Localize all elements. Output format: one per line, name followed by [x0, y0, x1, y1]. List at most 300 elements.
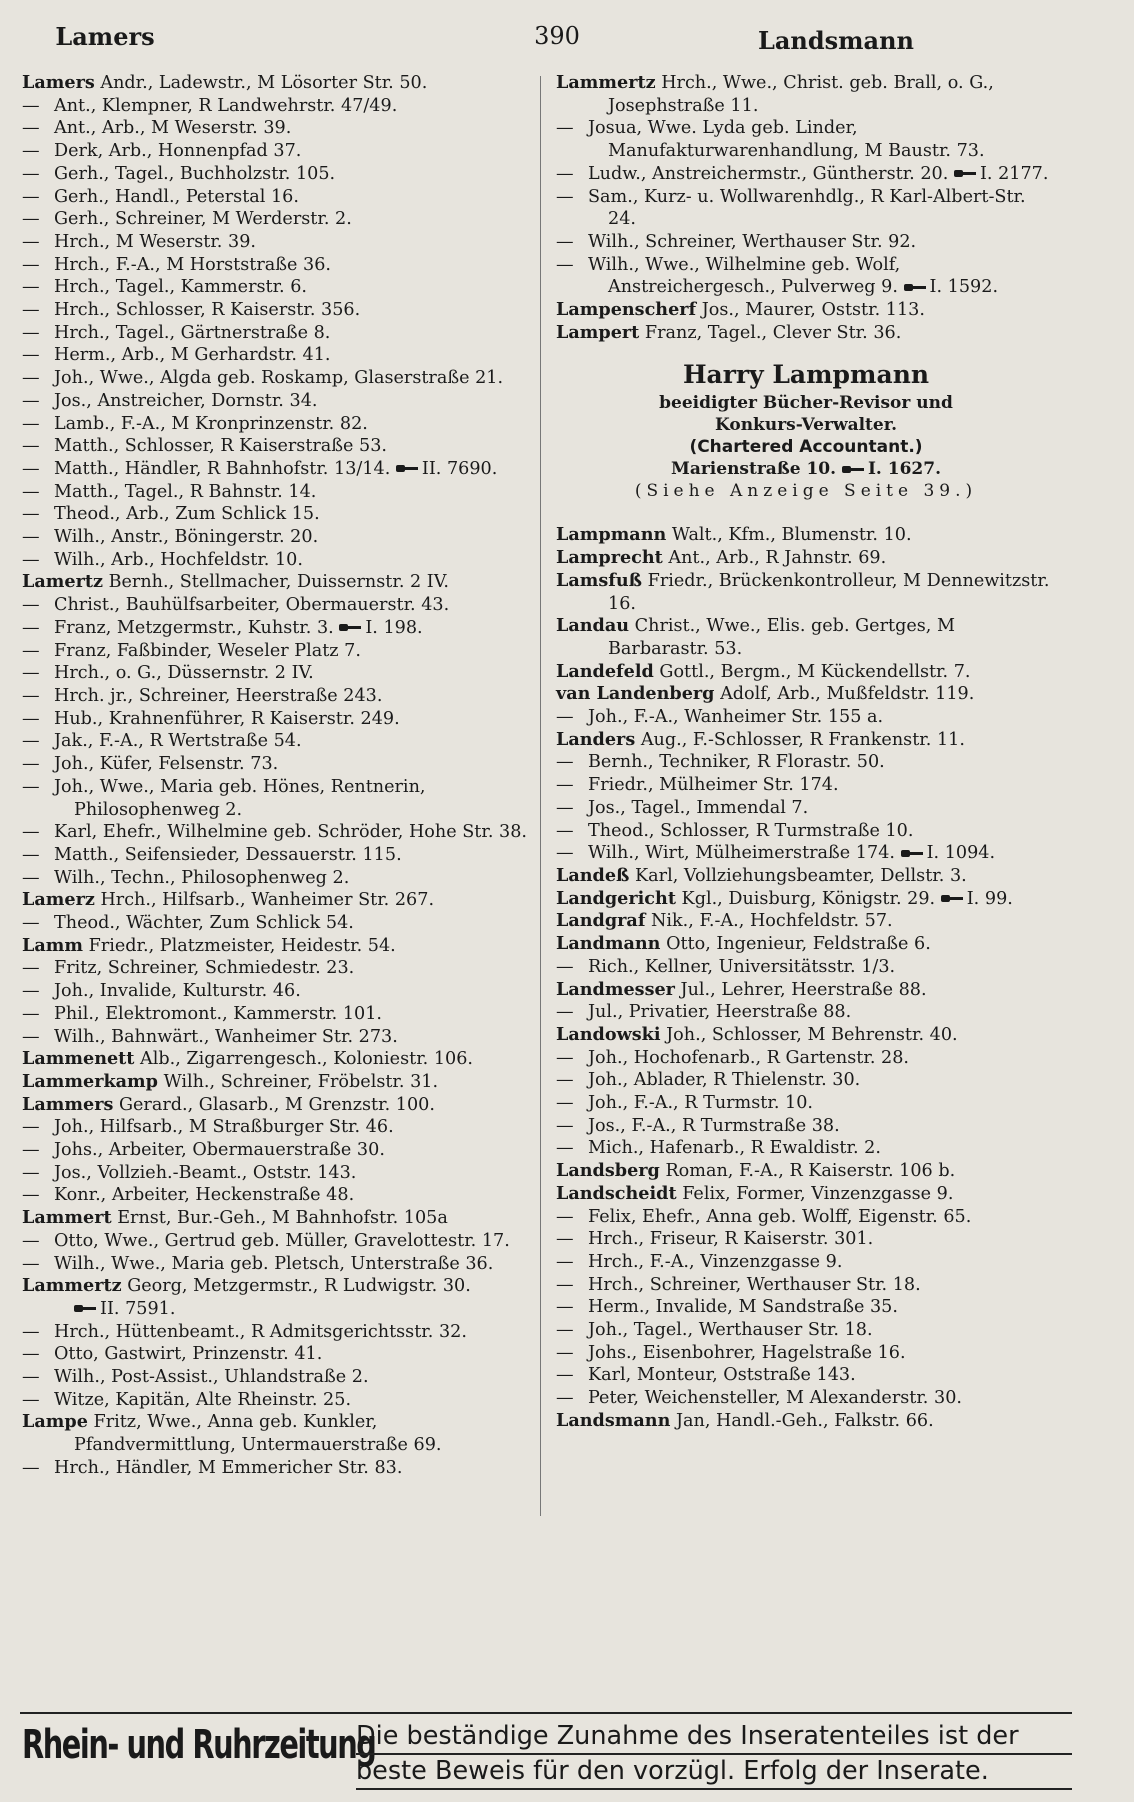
entry-details: Bernh., Techniker, R Florastr. 50.	[588, 752, 885, 773]
entry-details: Wilh., Wwe., Wilhelmine geb. Wolf, Anstreichergesch., Pulverweg 9.	[588, 254, 901, 298]
entry-details: Matth., Händler, R Bahnhofstr. 13/14.	[54, 458, 391, 479]
ditto-dash: —	[22, 731, 40, 752]
entry-details: Andr., Ladewstr., M Lösorter Str. 50.	[100, 73, 428, 93]
entry-surname: Lampert	[556, 321, 640, 343]
directory-entry	[556, 1319, 1056, 1342]
directory-entry	[556, 729, 1056, 752]
entry-details: Joh., Invalide, Kulturstr. 46.	[54, 981, 301, 1002]
ditto-dash: —	[22, 776, 40, 797]
entry-details: Wilh., Anstr., Böningerstr. 20.	[54, 527, 319, 548]
ditto-dash: —	[22, 141, 40, 162]
entry-details: Hub., Krahnenführer, R Kaiserstr. 249.	[54, 708, 400, 729]
directory-entry	[556, 1251, 1056, 1274]
entry-details: Konr., Arbeiter, Heckenstraße 48.	[54, 1185, 355, 1206]
ditto-dash: —	[556, 1070, 574, 1091]
entry-surname: Landgraf	[556, 910, 646, 932]
ditto-dash: —	[556, 163, 574, 184]
page-number: 390	[534, 22, 580, 50]
directory-entry	[556, 1296, 1056, 1319]
entry-surname: Lamerz	[22, 889, 95, 911]
directory-entry	[556, 547, 1056, 570]
directory-entry	[22, 1116, 532, 1139]
directory-entry	[22, 503, 532, 526]
ditto-dash: —	[556, 843, 574, 864]
directory-entry	[556, 1206, 1056, 1229]
directory-entry	[556, 1160, 1056, 1183]
entry-surname: Lammers	[22, 1093, 114, 1115]
ditto-dash: —	[22, 549, 40, 570]
directory-entry	[556, 1001, 1056, 1024]
directory-entry	[22, 662, 532, 685]
directory-entry	[556, 117, 1056, 162]
advert-line3: (Chartered Accountant.)	[689, 437, 923, 458]
ditto-dash: —	[556, 1251, 574, 1272]
entry-surname: Lamertz	[22, 571, 103, 593]
ditto-dash: —	[22, 1457, 40, 1478]
directory-entry	[556, 299, 1056, 322]
entry-details: Joh., Hochofenarb., R Gartenstr. 28.	[588, 1047, 910, 1068]
directory-entry	[22, 617, 532, 640]
entry-details: Wilh., Techn., Philosophenweg 2.	[54, 867, 350, 888]
entry-details: Phil., Elektromont., Kammerstr. 101.	[54, 1003, 383, 1024]
entry-details: Peter, Weichensteller, M Alexanderstr. 30.	[588, 1388, 962, 1409]
header-left-word: Lamers	[55, 22, 155, 51]
page-header	[20, 22, 1114, 62]
entry-details: Gerard., Glasarb., M Grenzstr. 100.	[118, 1094, 435, 1115]
entry-details: Alb., Zigarrengesch., Koloniestr. 106.	[140, 1049, 474, 1070]
entry-phone	[396, 459, 497, 479]
directory-entry	[22, 1230, 532, 1253]
telephone-icon	[74, 1304, 96, 1313]
entry-details: Georg, Metzgermstr., R Ludwigstr. 30.	[127, 1276, 471, 1297]
entry-details: Matth., Schlosser, R Kaiserstraße 53.	[54, 436, 388, 457]
entry-details: Hrch., M Weserstr. 39.	[54, 231, 256, 252]
entry-details: Joh., Wwe., Maria geb. Hönes, Rentnerin, Philosophenweg 2.	[54, 776, 426, 820]
ditto-dash: —	[22, 481, 40, 502]
entry-details: Walt., Kfm., Blumenstr. 10.	[671, 525, 912, 546]
entry-details: Joh., Tagel., Werthauser Str. 18.	[588, 1320, 873, 1341]
telephone-icon	[941, 894, 963, 903]
entry-details: Christ., Wwe., Elis. geb. Gertges, M Barbarastr. 53.	[608, 616, 955, 659]
directory-entry	[556, 1047, 1056, 1070]
ditto-dash: —	[22, 345, 40, 366]
entry-details: Aug., F.-Schlosser, R Frankenstr. 11.	[640, 729, 965, 750]
ditto-dash: —	[556, 1093, 574, 1114]
ditto-dash: —	[556, 186, 574, 207]
directory-entry	[22, 413, 532, 436]
directory-entry	[22, 1184, 532, 1207]
entry-details: Felix, Ehefr., Anna geb. Wolff, Eigenstr. 65.	[588, 1206, 972, 1227]
entry-details: Karl, Monteur, Oststraße 143.	[588, 1365, 856, 1386]
directory-entry	[22, 254, 532, 277]
directory-entry	[556, 910, 1056, 933]
ditto-dash: —	[22, 163, 40, 184]
directory-entry	[22, 322, 532, 345]
ditto-dash: —	[22, 322, 40, 343]
entry-details: Theod., Schlosser, R Turmstraße 10.	[588, 820, 914, 841]
entry-details: Adolf, Arb., Mußfeldstr. 119.	[720, 684, 975, 705]
entry-details: Wilh., Schreiner, Fröbelstr. 31.	[163, 1071, 439, 1092]
ditto-dash: —	[22, 368, 40, 389]
directory-entry	[22, 685, 532, 708]
entry-surname: Landmann	[556, 933, 661, 955]
ditto-dash: —	[22, 1003, 40, 1024]
entry-details: Theod., Arb., Zum Schlick 15.	[54, 504, 320, 525]
entry-details: Karl, Ehefr., Wilhelmine geb. Schröder, Hohe Str. 38.	[54, 822, 527, 843]
entry-surname: Landowski	[556, 1023, 661, 1045]
directory-entry	[556, 615, 1056, 660]
phone-number: II. 7591.	[100, 1298, 176, 1319]
ditto-dash: —	[22, 390, 40, 411]
directory-entry	[22, 1094, 532, 1117]
entry-details: Kgl., Duisburg, Königstr. 29.	[681, 888, 936, 909]
entry-details: Mich., Hafenarb., R Ewaldistr. 2.	[588, 1138, 881, 1159]
directory-entry	[22, 1389, 532, 1412]
ditto-dash: —	[22, 685, 40, 706]
directory-entry	[556, 1410, 1056, 1433]
directory-entry	[556, 706, 1056, 729]
directory-entry	[22, 708, 532, 731]
ditto-dash: —	[556, 752, 574, 773]
ditto-dash: —	[22, 1253, 40, 1274]
ditto-dash: —	[556, 707, 574, 728]
ditto-dash: —	[22, 1140, 40, 1161]
entry-details: Derk, Arb., Honnenpfad 37.	[54, 141, 302, 162]
directory-entry	[556, 186, 1056, 231]
directory-entry	[22, 1321, 532, 1344]
ditto-dash: —	[556, 1297, 574, 1318]
directory-entry	[22, 140, 532, 163]
right-column-bottom-entries	[556, 524, 1056, 1432]
entry-surname: Lammertz	[556, 72, 656, 93]
entry-surname: Landgericht	[556, 887, 676, 909]
directory-entry	[22, 95, 532, 118]
phone-number: II. 7690.	[421, 458, 498, 479]
left-column	[22, 72, 532, 1480]
entry-surname: Landmesser	[556, 978, 675, 1000]
entry-details: Otto, Gastwirt, Prinzenstr. 41.	[54, 1344, 323, 1365]
ditto-dash: —	[556, 956, 574, 977]
directory-entry	[556, 820, 1056, 843]
footer-advert	[20, 1712, 1114, 1792]
entry-details: Hrch., Tagel., Kammerstr. 6.	[54, 277, 308, 298]
ditto-dash: —	[22, 1389, 40, 1410]
ditto-dash: —	[22, 822, 40, 843]
entry-surname: Landefeld	[556, 660, 654, 682]
directory-entry	[556, 163, 1056, 186]
ditto-dash: —	[22, 1344, 40, 1365]
directory-entry	[556, 524, 1056, 547]
entry-details: Ernst, Bur.-Geh., M Bahnhofstr. 105a	[117, 1208, 448, 1229]
ditto-dash: —	[22, 640, 40, 661]
phone-number: I. 1592.	[929, 277, 999, 298]
ditto-dash: —	[556, 231, 574, 252]
telephone-icon	[904, 283, 926, 292]
ditto-dash: —	[22, 186, 40, 207]
directory-entry	[22, 889, 532, 912]
entry-details: Joh., F.-A., Wanheimer Str. 155 a.	[588, 707, 884, 728]
entry-details: Roman, F.-A., R Kaiserstr. 106 b.	[665, 1161, 956, 1182]
ditto-dash: —	[22, 1367, 40, 1388]
entry-surname: Landscheidt	[556, 1182, 677, 1204]
directory-entry	[556, 979, 1056, 1002]
ditto-dash: —	[556, 775, 574, 796]
entry-phone	[74, 1299, 175, 1319]
entry-surname: Lammerkamp	[22, 1070, 158, 1092]
ditto-dash: —	[22, 413, 40, 434]
entry-surname: Lamers	[22, 72, 95, 93]
directory-entry	[22, 1343, 532, 1366]
entry-details: Sam., Kurz- u. Wollwarenhdlg., R Karl-Albert-Str. 24.	[588, 186, 1026, 230]
entry-details: Wilh., Post-Assist., Uhlandstraße 2.	[54, 1367, 369, 1388]
ditto-dash: —	[556, 1115, 574, 1136]
slogan-line2: beste Beweis für den vorzügl. Erfolg der Inserate.	[356, 1755, 1072, 1790]
entry-details: Jos., Vollzieh.-Beamt., Oststr. 143.	[54, 1162, 357, 1183]
entry-details: Franz, Faßbinder, Weseler Platz 7.	[54, 640, 361, 661]
directory-entry	[556, 774, 1056, 797]
entry-details: Wilh., Bahnwärt., Wanheimer Str. 273.	[54, 1026, 398, 1047]
directory-entry	[556, 1137, 1056, 1160]
directory-entry	[22, 117, 532, 140]
ditto-dash: —	[22, 527, 40, 548]
directory-entry	[22, 1003, 532, 1026]
entry-details: Hrch., Hüttenbeamt., R Admitsgerichtsstr. 32.	[54, 1321, 467, 1342]
advert-note: (Siehe Anzeige Seite 39.)	[634, 481, 978, 502]
advert-address-row	[556, 458, 1056, 480]
ditto-dash: —	[22, 958, 40, 979]
directory-entry	[556, 865, 1056, 888]
ditto-dash: —	[22, 254, 40, 275]
entry-details: Franz, Metzgermstr., Kuhstr. 3.	[54, 617, 334, 638]
directory-entry	[556, 1387, 1056, 1410]
entry-details: Herm., Invalide, M Sandstraße 35.	[588, 1297, 898, 1318]
entry-details: Joh., Küfer, Felsenstr. 73.	[54, 754, 279, 775]
entry-phone	[339, 618, 422, 638]
entry-details: Friedr., Brückenkontrolleur, M Dennewitzstr. 16.	[608, 570, 1050, 614]
directory-entry	[22, 1071, 532, 1094]
directory-entry	[22, 1411, 532, 1456]
entry-details: Hrch., Händler, M Emmericher Str. 83.	[54, 1457, 403, 1478]
ditto-dash: —	[22, 663, 40, 684]
ditto-dash: —	[22, 844, 40, 865]
entry-details: Joh., Schlosser, M Behrenstr. 40.	[666, 1024, 958, 1045]
entry-details: Hrch., Tagel., Gärtnerstraße 8.	[54, 322, 331, 343]
entry-details: Gerh., Schreiner, M Werderstr. 2.	[54, 209, 352, 230]
entry-details: Fritz, Schreiner, Schmiedestr. 23.	[54, 958, 355, 979]
column-divider	[540, 76, 541, 1516]
entry-details: Jos., Anstreicher, Dornstr. 34.	[54, 390, 318, 411]
newspaper-name: Rhein- und Ruhrzeitung	[22, 1722, 376, 1768]
directory-entry	[556, 254, 1056, 299]
directory-entry	[22, 231, 532, 254]
entry-surname: Lammertz	[22, 1275, 122, 1297]
directory-entry	[22, 481, 532, 504]
entry-details: Wilh., Arb., Hochfeldstr. 10.	[54, 549, 303, 570]
entry-details: Jak., F.-A., R Wertstraße 54.	[54, 731, 302, 752]
ditto-dash: —	[22, 504, 40, 525]
directory-entry	[22, 276, 532, 299]
directory-entry	[556, 322, 1056, 345]
directory-entry	[556, 231, 1056, 254]
directory-entry	[556, 956, 1056, 979]
directory-entry	[556, 683, 1056, 706]
directory-entry	[22, 458, 532, 481]
directory-entry	[22, 1457, 532, 1480]
ditto-dash: —	[556, 1229, 574, 1250]
entry-details: Matth., Seifensieder, Dessauerstr. 115.	[54, 844, 402, 865]
ditto-dash: —	[22, 867, 40, 888]
directory-entry	[22, 776, 532, 821]
ditto-dash: —	[556, 1388, 574, 1409]
directory-entry	[556, 888, 1056, 911]
ditto-dash: —	[556, 1002, 574, 1023]
ditto-dash: —	[22, 118, 40, 139]
directory-entry	[22, 980, 532, 1003]
directory-entry	[22, 435, 532, 458]
entry-details: Ludw., Anstreichermstr., Güntherstr. 20.	[588, 163, 949, 184]
directory-entry	[22, 1366, 532, 1389]
directory-entry	[556, 797, 1056, 820]
ditto-dash: —	[22, 277, 40, 298]
directory-entry	[556, 661, 1056, 684]
directory-entry	[556, 842, 1056, 865]
entry-details: Wilh., Wwe., Maria geb. Pletsch, Unterstraße 36.	[54, 1253, 494, 1274]
entry-details: Joh., Ablader, R Thielenstr. 30.	[588, 1070, 861, 1091]
directory-entry	[22, 163, 532, 186]
directory-entry	[22, 912, 532, 935]
entry-surname: Lampmann	[556, 524, 667, 546]
right-column-top-entries	[556, 72, 1056, 344]
directory-entry	[22, 1207, 532, 1230]
phone-number: I. 99.	[966, 888, 1013, 909]
directory-entry	[22, 571, 532, 594]
entry-details: Otto, Ingenieur, Feldstraße 6.	[666, 934, 931, 955]
directory-entry	[22, 549, 532, 572]
directory-entry	[556, 570, 1056, 615]
ditto-dash: —	[22, 300, 40, 321]
entry-details: Friedr., Mülheimer Str. 174.	[588, 775, 839, 796]
entry-details: Hrch., Friseur, R Kaiserstr. 301.	[588, 1229, 874, 1250]
entry-details: Jul., Lehrer, Heerstraße 88.	[680, 979, 927, 1000]
entry-details: Wilh., Schreiner, Werthauser Str. 92.	[588, 231, 917, 252]
ditto-dash: —	[556, 1047, 574, 1068]
ditto-dash: —	[22, 458, 40, 479]
ditto-dash: —	[22, 913, 40, 934]
directory-entry	[556, 1183, 1056, 1206]
phone-number: I. 2177.	[979, 163, 1049, 184]
ditto-dash: —	[556, 820, 574, 841]
entry-surname: Lampe	[22, 1411, 88, 1433]
entry-surname: Landers	[556, 728, 636, 750]
entry-details: Theod., Wächter, Zum Schlick 54.	[54, 913, 354, 934]
entry-details: Hrch., Schlosser, R Kaiserstr. 356.	[54, 300, 361, 321]
directory-entry	[22, 1162, 532, 1185]
phone-number: I. 198.	[365, 617, 423, 638]
entry-details: Gerh., Handl., Peterstal 16.	[54, 186, 299, 207]
directory-entry	[22, 753, 532, 776]
advertisement-box	[556, 358, 1056, 502]
directory-entry	[22, 867, 532, 890]
entry-surname: van Landenberg	[556, 683, 715, 705]
entry-details: Otto, Wwe., Gertrud geb. Müller, Gravelottestr. 17.	[54, 1230, 510, 1251]
footer-rule	[20, 1712, 1072, 1714]
directory-entry	[22, 72, 532, 95]
right-column	[556, 72, 1056, 1433]
entry-surname: Lammert	[22, 1207, 112, 1229]
ditto-dash: —	[22, 1162, 40, 1183]
entry-surname: Lamm	[22, 934, 84, 956]
ditto-dash: —	[22, 708, 40, 729]
directory-entry	[22, 367, 532, 390]
entry-details: Matth., Tagel., R Bahnstr. 14.	[54, 481, 317, 502]
advert-address: Marienstraße 10.	[671, 459, 837, 480]
entry-details: Franz, Tagel., Clever Str. 36.	[644, 322, 902, 343]
directory-entry	[22, 1026, 532, 1049]
directory-entry	[556, 1228, 1056, 1251]
advert-name: Harry Lampmann	[682, 360, 930, 390]
ditto-dash: —	[22, 1230, 40, 1251]
ditto-dash: —	[22, 231, 40, 252]
phone-number: I. 1094.	[926, 843, 996, 864]
directory-entry	[556, 72, 1056, 117]
directory-entry	[22, 957, 532, 980]
directory-entry	[22, 208, 532, 231]
telephone-icon	[842, 465, 864, 474]
entry-details: Hrch., Wwe., Christ. geb. Brall, o. G., Josephstraße 11.	[608, 73, 994, 116]
directory-entry	[556, 1115, 1056, 1138]
directory-entry	[22, 186, 532, 209]
entry-details: Hrch. jr., Schreiner, Heerstraße 243.	[54, 685, 383, 706]
entry-details: Ant., Arb., M Weserstr. 39.	[54, 118, 292, 139]
directory-entry	[556, 933, 1056, 956]
ditto-dash: —	[22, 1026, 40, 1047]
ditto-dash: —	[556, 1138, 574, 1159]
entry-details: Hrch., Hilfsarb., Wanheimer Str. 267.	[100, 890, 435, 911]
ditto-dash: —	[556, 1365, 574, 1386]
directory-entry	[556, 1024, 1056, 1047]
ditto-dash: —	[22, 617, 40, 638]
ditto-dash: —	[556, 1274, 574, 1295]
entry-surname: Lampenscherf	[556, 299, 697, 321]
entry-details: Rich., Kellner, Universitätsstr. 1/3.	[588, 956, 896, 977]
entry-surname: Lammenett	[22, 1048, 135, 1070]
entry-phone	[901, 843, 996, 863]
directory-entry	[22, 844, 532, 867]
entry-details: Nik., F.-A., Hochfeldstr. 57.	[651, 911, 893, 932]
ditto-dash: —	[22, 209, 40, 230]
ditto-dash: —	[22, 981, 40, 1002]
entry-details: Witze, Kapitän, Alte Rheinstr. 25.	[54, 1389, 352, 1410]
telephone-icon	[954, 169, 976, 178]
directory-entry	[22, 1048, 532, 1071]
entry-details: Wilh., Wirt, Mülheimerstraße 174.	[588, 843, 895, 864]
entry-details: Bernh., Stellmacher, Duissernstr. 2 IV.	[108, 572, 449, 593]
entry-details: Hrch., o. G., Düssernstr. 2 IV.	[54, 663, 314, 684]
entry-details: Ant., Arb., R Jahnstr. 69.	[668, 548, 887, 569]
entry-details: Fritz, Wwe., Anna geb. Kunkler, Pfandvermittlung, Untermauerstraße 69.	[74, 1412, 442, 1456]
ditto-dash: —	[22, 754, 40, 775]
entry-details: Johs., Eisenbohrer, Hagelstraße 16.	[588, 1342, 906, 1363]
advert-line1: beeidigter Bücher-Revisor und	[659, 393, 953, 414]
entry-details: Jul., Privatier, Heerstraße 88.	[588, 1002, 852, 1023]
entry-details: Josua, Wwe. Lyda geb. Linder, Manufakturwarenhandlung, M Baustr. 73.	[588, 118, 985, 162]
entry-phone	[954, 164, 1049, 184]
entry-details: Hrch., Schreiner, Werthauser Str. 18.	[588, 1274, 921, 1295]
footer-slogan	[356, 1720, 1072, 1790]
entry-phone	[904, 277, 999, 297]
ditto-dash: —	[22, 595, 40, 616]
directory-entry	[556, 1274, 1056, 1297]
